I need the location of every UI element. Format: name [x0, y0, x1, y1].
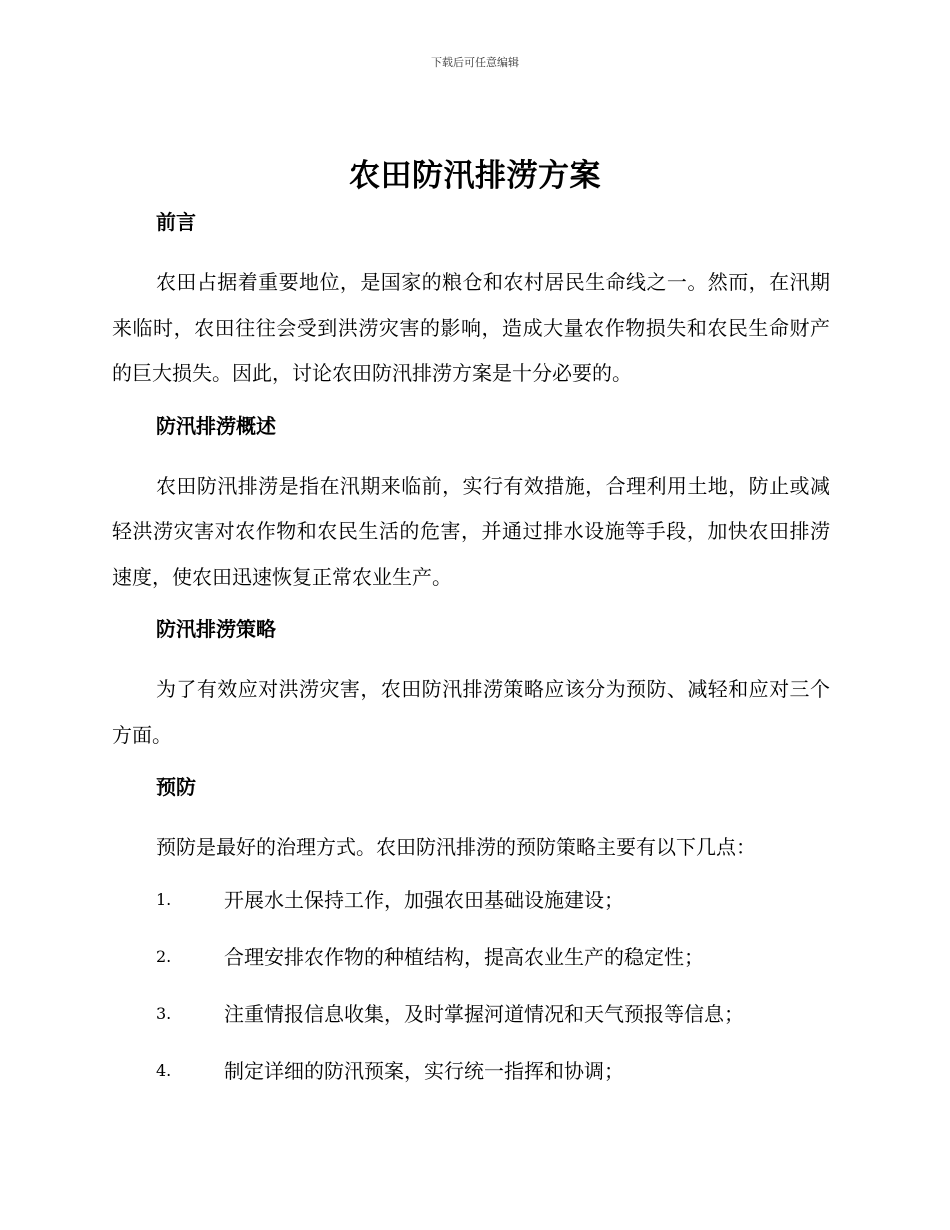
section-heading-preface: 前言 [156, 210, 196, 234]
header-note: 下载后可任意编辑 [431, 56, 519, 69]
prevention-list [112, 882, 830, 1089]
list-item [112, 882, 830, 918]
list-item [112, 939, 830, 975]
list-item-number: 4. [156, 1060, 172, 1080]
list-item-number: 3. [156, 1003, 172, 1023]
list-item-number: 2. [156, 946, 172, 966]
list-item-text: 制定详细的防汛预案，实行统一指挥和协调； [224, 1058, 624, 1083]
list-item-text: 注重情报信息收集，及时掌握河道情况和天气预报等信息； [224, 1001, 744, 1026]
list-item-number: 1. [156, 889, 172, 909]
document-title: 农田防汛排涝方案 [349, 158, 601, 194]
section-heading-strategy: 防汛排涝策略 [156, 617, 276, 641]
document-body [112, 204, 830, 1110]
list-item-text: 合理安排农作物的种植结构，提高农业生产的稳定性； [224, 944, 704, 969]
section-heading-overview: 防汛排涝概述 [156, 413, 276, 438]
section-paragraph-prevention: 预防是最好的治理方式。农田防汛排涝的预防策略主要有以下几点： [156, 835, 756, 859]
list-item [112, 996, 830, 1032]
section-paragraph-overview: 农田防汛排涝是指在汛期来临前，实行有效措施，合理利用土地，防止或减轻洪涝灾害对农作物和农民生活的危害，并通过排水设施等手段，加快农田排涝速度，使农田迅速恢复正常农业生产。 [112, 473, 830, 589]
list-item-text: 开展水土保持工作，加强农田基础设施建设； [224, 887, 624, 912]
list-item [112, 1053, 830, 1089]
section-paragraph-preface: 农田占据着重要地位，是国家的粮仓和农村居民生命线之一。然而，在汛期来临时，农田往往会受到洪涝灾害的影响，造成大量农作物损失和农民生命财产的巨大损失。因此，讨论农田防汛排涝方案是十分必要的。 [112, 270, 830, 385]
section-paragraph-strategy: 为了有效应对洪涝灾害，农田防汛排涝策略应该分为预防、减轻和应对三个方面。 [112, 677, 830, 747]
section-heading-prevention: 预防 [156, 775, 196, 799]
